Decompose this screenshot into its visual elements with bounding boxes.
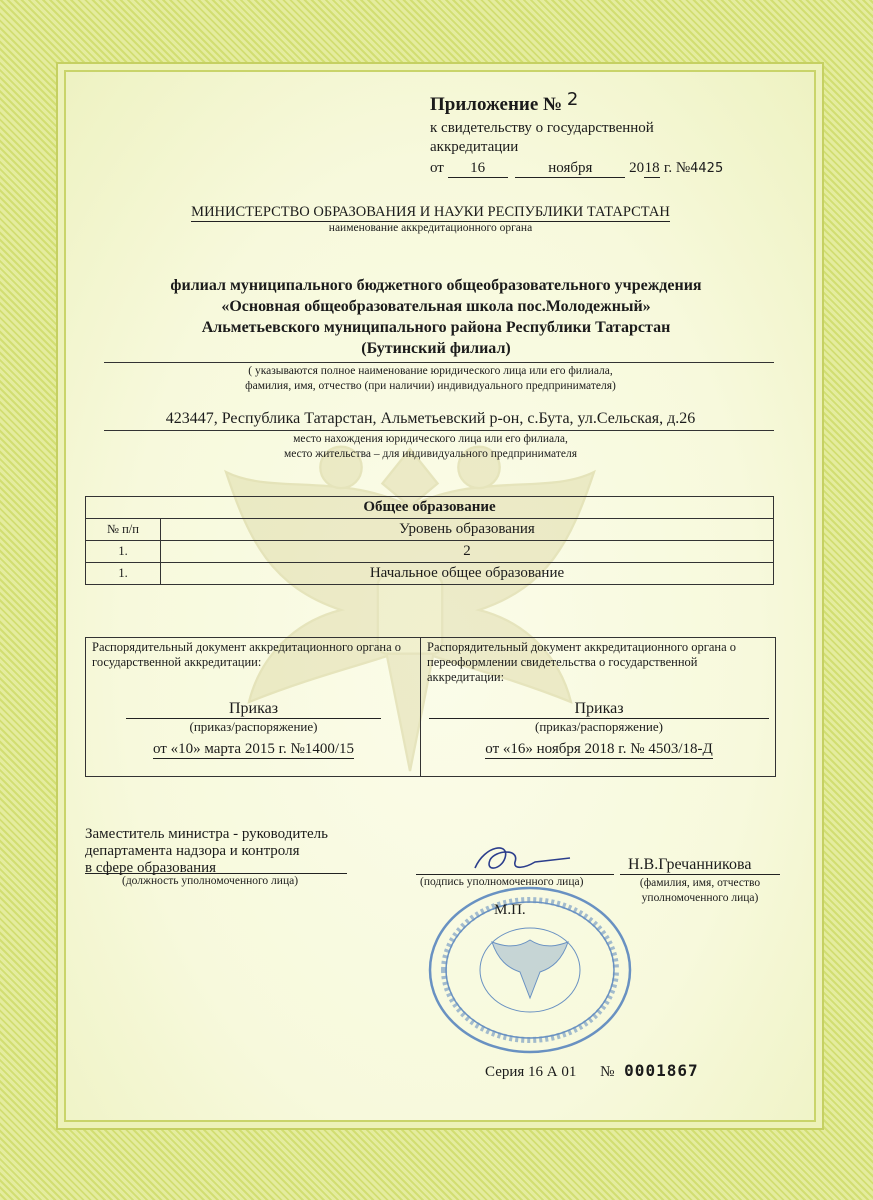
education-table bbox=[85, 496, 774, 585]
address-caption bbox=[86, 432, 775, 462]
appendix-title-text: Приложение № bbox=[430, 94, 563, 115]
subtitle-line2: аккредитации bbox=[430, 139, 519, 155]
reg-number: 4425 bbox=[690, 161, 724, 176]
form-number: 0001867 bbox=[624, 1061, 699, 1080]
row-num: 1. bbox=[86, 541, 161, 563]
year-prefix: 20 bbox=[629, 160, 645, 176]
col-num-header: № п/п bbox=[86, 519, 161, 541]
appendix-number: 2 bbox=[566, 89, 579, 110]
org-caption-line2: фамилия, имя, отчество (при наличии) индивидуального предпринимателя) bbox=[245, 380, 616, 392]
name-caption-line2: уполномоченного лица) bbox=[641, 892, 759, 904]
table-row bbox=[86, 541, 774, 563]
date-month: ноября bbox=[548, 160, 593, 176]
reg-label: г. № bbox=[663, 160, 691, 176]
row-num: 1. bbox=[86, 563, 161, 585]
left-doc-type: Приказ bbox=[126, 700, 381, 719]
signer-position bbox=[85, 826, 328, 877]
org-line4: (Бутинский филиал) bbox=[361, 340, 511, 357]
row-value: 2 bbox=[161, 541, 774, 563]
org-caption-line1: ( указываются полное наименование юридического лица или его филиала, bbox=[248, 365, 613, 377]
reissue-document bbox=[421, 638, 775, 776]
name-underline bbox=[620, 874, 780, 875]
position-line2: департамента надзора и контроля bbox=[85, 843, 300, 859]
right-doc-date: от «16» ноября 2018 г. № 4503/18-Д bbox=[485, 741, 713, 757]
year-suffix: 18 bbox=[644, 160, 660, 176]
name-caption-line1: (фамилия, имя, отчество bbox=[639, 877, 761, 889]
organization-caption bbox=[86, 364, 775, 394]
name-caption bbox=[620, 876, 780, 906]
documents-box bbox=[85, 637, 776, 777]
subtitle-line1: к свидетельству о государственной bbox=[430, 120, 654, 136]
row-value: Начальное общее образование bbox=[161, 563, 774, 585]
appendix-subtitle bbox=[430, 119, 654, 157]
org-line3: Альметьевского муниципального района Республики Татарстан bbox=[201, 319, 671, 336]
appendix-date bbox=[430, 160, 723, 178]
address-value: 423447, Республика Татарстан, Альметьевский р-он, с.Бута, ул.Сельская, д.26 bbox=[165, 410, 696, 427]
table-row bbox=[86, 563, 774, 585]
date-day: 16 bbox=[470, 160, 486, 176]
left-doc-heading: Распорядительный документ аккредитационного органа о государственной аккредитации: bbox=[92, 640, 401, 669]
table-title-row bbox=[86, 497, 774, 519]
series-label: Серия 16 А 01 bbox=[485, 1064, 577, 1080]
position-line1: Заместитель министра - руководитель bbox=[85, 826, 328, 842]
table-title: Общее образование bbox=[86, 497, 774, 519]
appendix-title bbox=[430, 89, 579, 116]
table-header-row bbox=[86, 519, 774, 541]
accreditation-document bbox=[86, 638, 421, 776]
org-line1: филиал муниципального бюджетного общеобразовательного учреждения bbox=[170, 277, 702, 294]
seal-label: М.П. bbox=[494, 902, 526, 918]
right-doc-heading: Распорядительный документ аккредитационного органа о переоформлении свидетельства о государственной аккредитации: bbox=[427, 640, 736, 684]
date-prefix: от bbox=[430, 160, 444, 176]
series-number bbox=[485, 1061, 699, 1081]
right-doc-type-caption: (приказ/распоряжение) bbox=[535, 719, 663, 734]
authority-name: МИНИСТЕРСТВО ОБРАЗОВАНИЯ И НАУКИ РЕСПУБЛИКИ ТАТАРСТАН bbox=[191, 204, 670, 220]
left-doc-type-caption: (приказ/распоряжение) bbox=[189, 719, 318, 734]
organization-name bbox=[86, 275, 786, 359]
official-stamp-icon bbox=[420, 880, 640, 1060]
right-doc-type: Приказ bbox=[429, 700, 769, 719]
authority-caption: наименование аккредитационного органа bbox=[328, 222, 533, 234]
col-level-header: Уровень образования bbox=[161, 519, 774, 541]
org-divider bbox=[104, 362, 774, 363]
left-doc-date: от «10» марта 2015 г. №1400/15 bbox=[152, 741, 355, 757]
signer-name: Н.В.Гречанникова bbox=[628, 856, 752, 873]
position-caption: (должность уполномоченного лица) bbox=[122, 875, 299, 887]
position-line3: в сфере образования bbox=[85, 860, 217, 876]
authority-block bbox=[86, 204, 775, 234]
sign-caption: (подпись уполномоченного лица) bbox=[420, 876, 584, 888]
address-caption-line1: место нахождения юридического лица или его филиала, bbox=[293, 433, 568, 445]
address-divider bbox=[104, 430, 774, 431]
address-caption-line2: место жительства – для индивидуального предпринимателя bbox=[284, 448, 577, 460]
number-label: № bbox=[600, 1064, 615, 1080]
org-line2: «Основная общеобразовательная школа пос.Молодежный» bbox=[221, 298, 651, 315]
signature-underline bbox=[416, 874, 614, 875]
position-underline bbox=[85, 873, 347, 874]
